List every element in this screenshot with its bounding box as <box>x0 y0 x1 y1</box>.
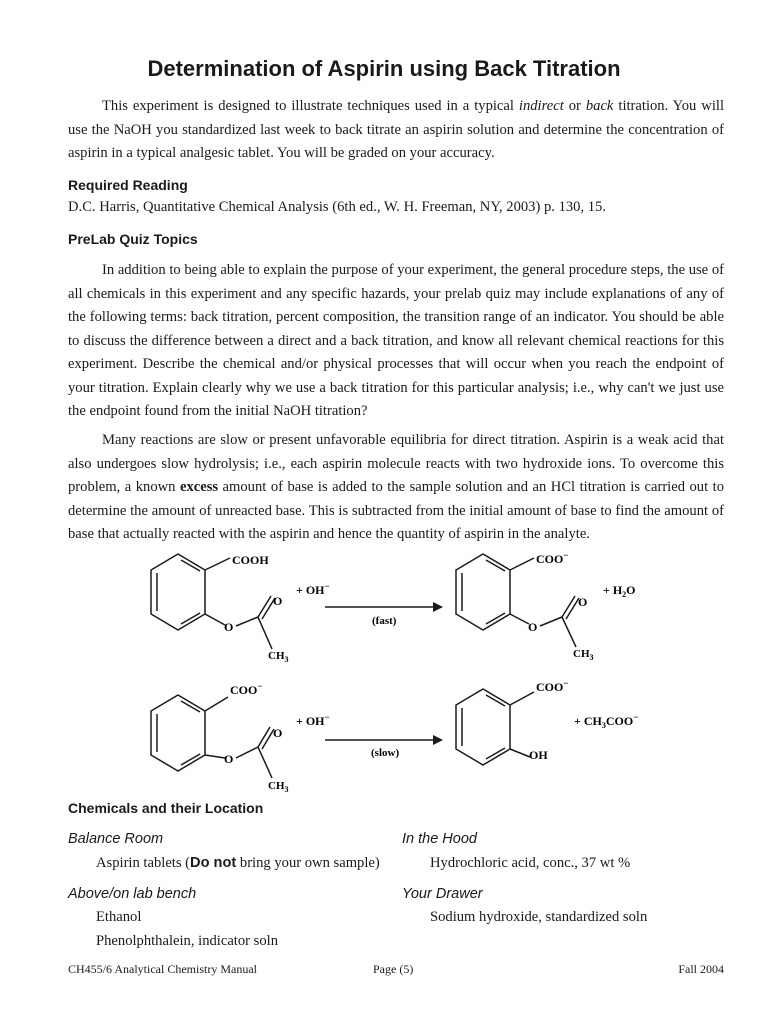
footer-right: Fall 2004 <box>678 962 724 976</box>
ethanol-item: Ethanol <box>96 909 142 925</box>
r1-left-ring <box>151 554 205 630</box>
r2-right-group: COO− <box>536 678 569 694</box>
drawer-label: Your Drawer <box>402 886 483 902</box>
r2-left-carbonyl-o: O <box>273 726 283 740</box>
required-reading-text: D.C. Harris, Quantitative Chemical Analysis (6th ed., W. H. Freeman, NY, 2003) p. 130, 15. <box>68 199 607 215</box>
aspirin-do-not: Do not <box>190 855 237 871</box>
r1-right-ester-o: O <box>528 620 538 634</box>
r1-left-carbonyl-o: O <box>273 594 283 608</box>
r2-arrow-label: (slow) <box>371 747 400 759</box>
r2-right-oh: OH <box>529 748 548 762</box>
intro-or: or <box>563 98 586 114</box>
r1-product: + $H_2O$ <box>603 583 636 599</box>
r1-reagent: + OH− <box>296 581 330 597</box>
intro-back: back <box>585 98 614 114</box>
intro-paragraph <box>68 95 724 166</box>
intro-indirect: indirect <box>518 98 564 114</box>
r2-left-ch3: $CH_3$ <box>268 780 289 794</box>
r1-left-group: COOH <box>232 553 269 567</box>
intro-text-1: This experiment is designed to illustrate techniques used in a typical <box>102 98 519 114</box>
balance-room-label: Balance Room <box>68 831 164 847</box>
required-reading-heading: Required Reading <box>68 177 188 193</box>
r1-right-ch3: $CH_3$ <box>573 648 594 662</box>
page-title: Determination of Aspirin using Back Titration <box>147 56 621 81</box>
reactions-text-2: amount of base is added to the sample solution and an HCl titration is carried out to determine the amount of unreacted base. This is subtracted from the initial amount of base to find the amount of base that actually reacted with the aspirin and hence the quantity of aspirin in the analyte. <box>68 479 724 542</box>
aspirin-item <box>96 855 380 872</box>
r1-left-ch3: $CH_3$ <box>268 650 289 664</box>
r2-left-ester-o: O <box>224 752 234 766</box>
phenolphthalein-item: Phenolphthalein, indicator soln <box>96 933 278 949</box>
reactions-excess: excess <box>179 479 219 495</box>
naoh-item: Sodium hydroxide, standardized soln <box>430 909 648 925</box>
r2-reagent: + OH− <box>296 712 330 728</box>
chemicals-heading: Chemicals and their Location <box>68 800 264 816</box>
hcl-item: Hydrochloric acid, conc., 37 wt % <box>430 855 631 871</box>
r1-right-carbonyl-o: O <box>578 595 588 609</box>
reactions-text-1: Many reactions are slow or present unfavorable equilibria for direct titration. Aspirin is a weak acid that also undergoes slow hydrolysis; i.e., each aspirin molecule reacts with two hydroxide ions. To overcome this problem, a known <box>68 432 724 495</box>
r2-left-group: COO− <box>230 681 263 697</box>
prelab-paragraph: In addition to being able to explain the purpose of your experiment, the general procedure steps, the use of all chemicals in this experiment and any specific hazards, your prelab quiz may include explanations of any of the following terms: back titration, percent composition, the transition range of an indicator. You should be able to discuss the difference between a direct and a back titration, and know all relevant chemical reactions for this experiment. Describe the chemical and/or physical processes that will occur when you reach the endpoint of your titration. Explain clearly why we use a back titration for this particular analysis; i.e., why can't we just use the endpoint found from the initial NaOH titration? <box>68 262 724 419</box>
footer-left: CH455/6 Analytical Chemistry Manual <box>68 962 257 976</box>
aspirin-text-2: bring your own sample) <box>236 855 380 871</box>
r1-arrow-label: (fast) <box>372 615 397 627</box>
reaction-scheme <box>0 545 768 800</box>
hood-label: In the Hood <box>402 831 477 847</box>
prelab-heading: PreLab Quiz Topics <box>68 231 198 247</box>
r1-left-ester-o: O <box>224 620 234 634</box>
r2-product: + $CH_3COO^-$ <box>574 712 639 730</box>
footer-page-number: Page (5) <box>373 962 414 976</box>
reactions-paragraph <box>68 429 724 547</box>
aspirin-text-1: Aspirin tablets ( <box>96 855 191 871</box>
r1-right-group: COO− <box>536 550 569 566</box>
intro-text-2: titration. You will use the NaOH you standardized last week to back titrate an aspirin solution and determine the concentration of aspirin in a typical analgesic tablet. You will be graded on your accuracy. <box>68 98 724 161</box>
lab-bench-label: Above/on lab bench <box>68 886 197 902</box>
